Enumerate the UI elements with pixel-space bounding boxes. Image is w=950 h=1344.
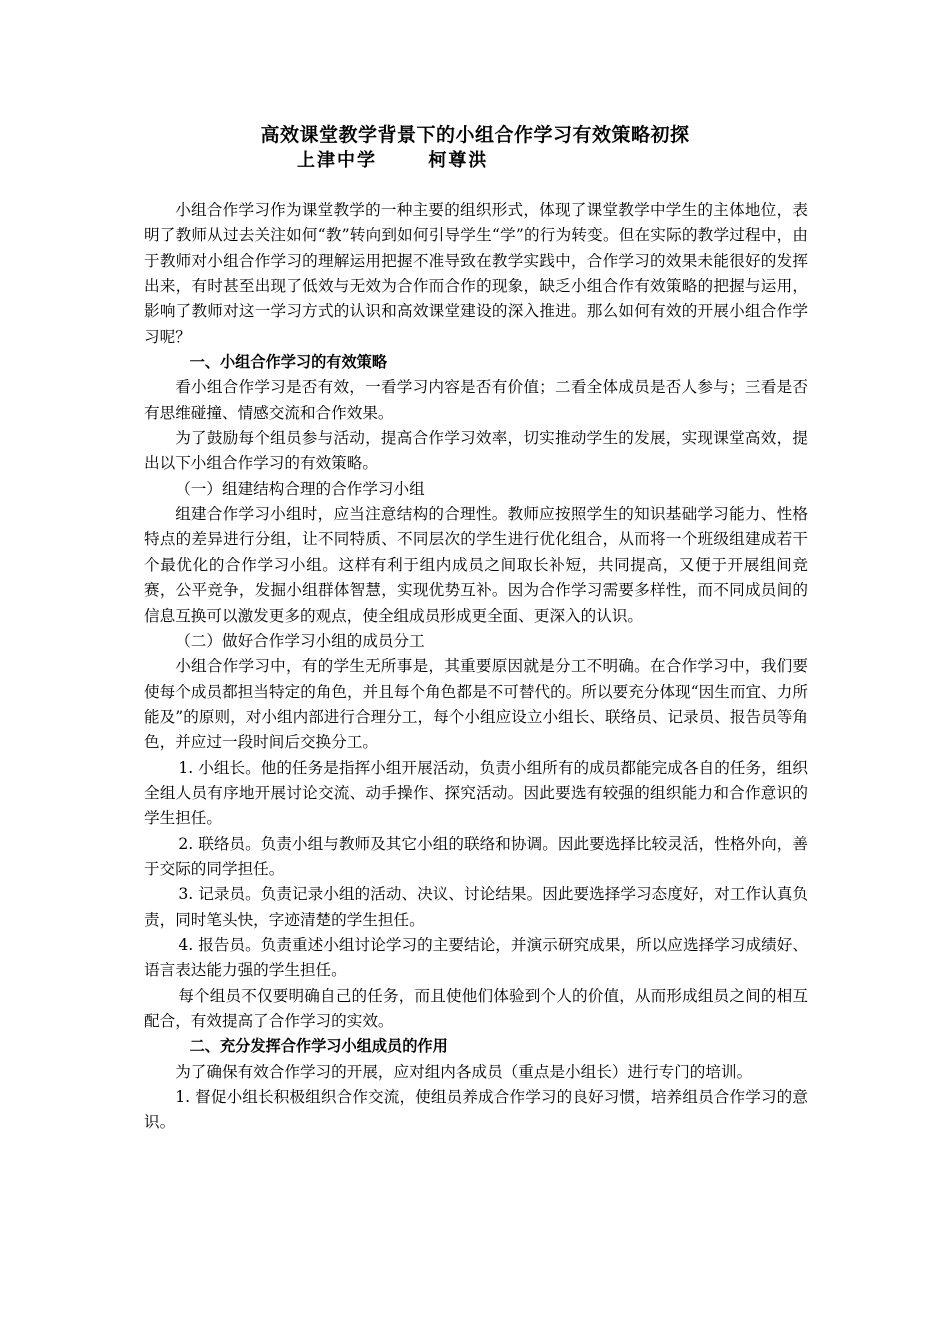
list-item: 2. 联络员。负责小组与教师及其它小组的联络和协调。因此要选择比较灵活，性格外向，善于交际的同学担任。 — [144, 834, 808, 878]
body-paragraph: 组建合作学习小组时，应当注意结构的合理性。教师应按照学生的知识基础学习能力、性格特点的差异进行分组，让不同特质、不同层次的学生进行优化组合，从而将一个班级组建成若干个最优化的合作学习小组。这样有利于组内成员之间取长补短，共同提高，又便于开展组间竞赛，公平竞争，发掘小组群体智慧，实现优势互补。因为合作学习需要多样性，而不同成员间的信息互换可以激发更多的观点，使全组成员形成更全面、更深入的认识。 — [144, 505, 808, 625]
body-paragraph: 为了确保有效合作学习的开展，应对组内各成员（重点是小组长）进行专门的培训。 — [175, 1062, 753, 1081]
intro-paragraph: 小组合作学习作为课堂教学的一种主要的组织形式，体现了课堂教学中学生的主体地位，表明了教师从过去关注如何“教”转向到如何引导学生“学”的行为转变。但在实际的教学过程中，由于教师对小组合作学习的理解运用把握不准导致在教学实践中，合作学习的效果未能很好的发挥出来，有时甚至出现了低效与无效为合作而合作的现象，缺乏小组合作有效策略的把握与运用，影响了教师对这一学习方式的认识和高效课堂建设的深入推进。那么如何有效的开展小组合作学习呢？ — [144, 201, 808, 346]
body-paragraph: 看小组合作学习是否有效，一看学习内容是否有价值；二看全体成员是否人参与；三看是否有思维碰撞、情感交流和合作效果。 — [144, 378, 808, 422]
list-item: 4. 报告员。负责重述小组讨论学习的主要结论，并演示研究成果，所以应选择学习成绩好、语言表达能力强的学生担任。 — [144, 935, 808, 980]
body-paragraph: 每个组员不仅要明确自己的任务，而且使他们体验到个人的价值，从而形成组员之间的相互配合，有效提高了合作学习的实效。 — [144, 986, 808, 1030]
section-heading-1: 一、小组合作学习的有效策略 — [189, 353, 388, 372]
list-item: 1. 督促小组长积极组织合作交流，使组员养成合作学习的良好习惯，培养组员合作学习的意识。 — [144, 1088, 808, 1132]
list-item: 1. 小组长。他的任务是指挥小组开展活动，负责小组所有的成员都能完成各自的任务，组织全组人员有序地开展讨论交流、动手操作、探究活动。因此要选有较强的组织能力和合作意识的学生担任。 — [144, 758, 808, 828]
body-paragraph: 小组合作学习中，有的学生无所事是，其重要原因就是分工不明确。在合作学习中，我们要使每个成员都担当特定的角色，并且每个角色都是不可替代的。所以要充分体现“因生而宜、力所能及”的原则，对小组内部进行合理分工，每个小组应设立小组长、联络员、记录员、报告员等角色，并应过一段时间后交换分工。 — [144, 657, 808, 752]
document-body — [144, 198, 808, 1136]
list-item: 3. 记录员。负责记录小组的活动、决议、讨论结果。因此要选择学习态度好，对工作认真负责，同时笔头快，字迹清楚的学生担任。 — [144, 885, 808, 929]
body-paragraph: 为了鼓励每个组员参与活动，提高合作学习效率，切实推动学生的发展，实现课堂高效，提出以下小组合作学习的有效策略。 — [144, 429, 808, 473]
document-title: 高效课堂教学背景下的小组合作学习有效策略初探 — [260, 124, 690, 146]
subsection-heading-1: （一）组建结构合理的合作学习小组 — [175, 479, 425, 498]
subsection-heading-2: （二）做好合作学习小组的成员分工 — [175, 631, 425, 650]
section-heading-2: 二、充分发挥合作学习小组成员的作用 — [189, 1037, 448, 1056]
author-byline: 上津中学 柯尊洪 — [297, 150, 489, 171]
